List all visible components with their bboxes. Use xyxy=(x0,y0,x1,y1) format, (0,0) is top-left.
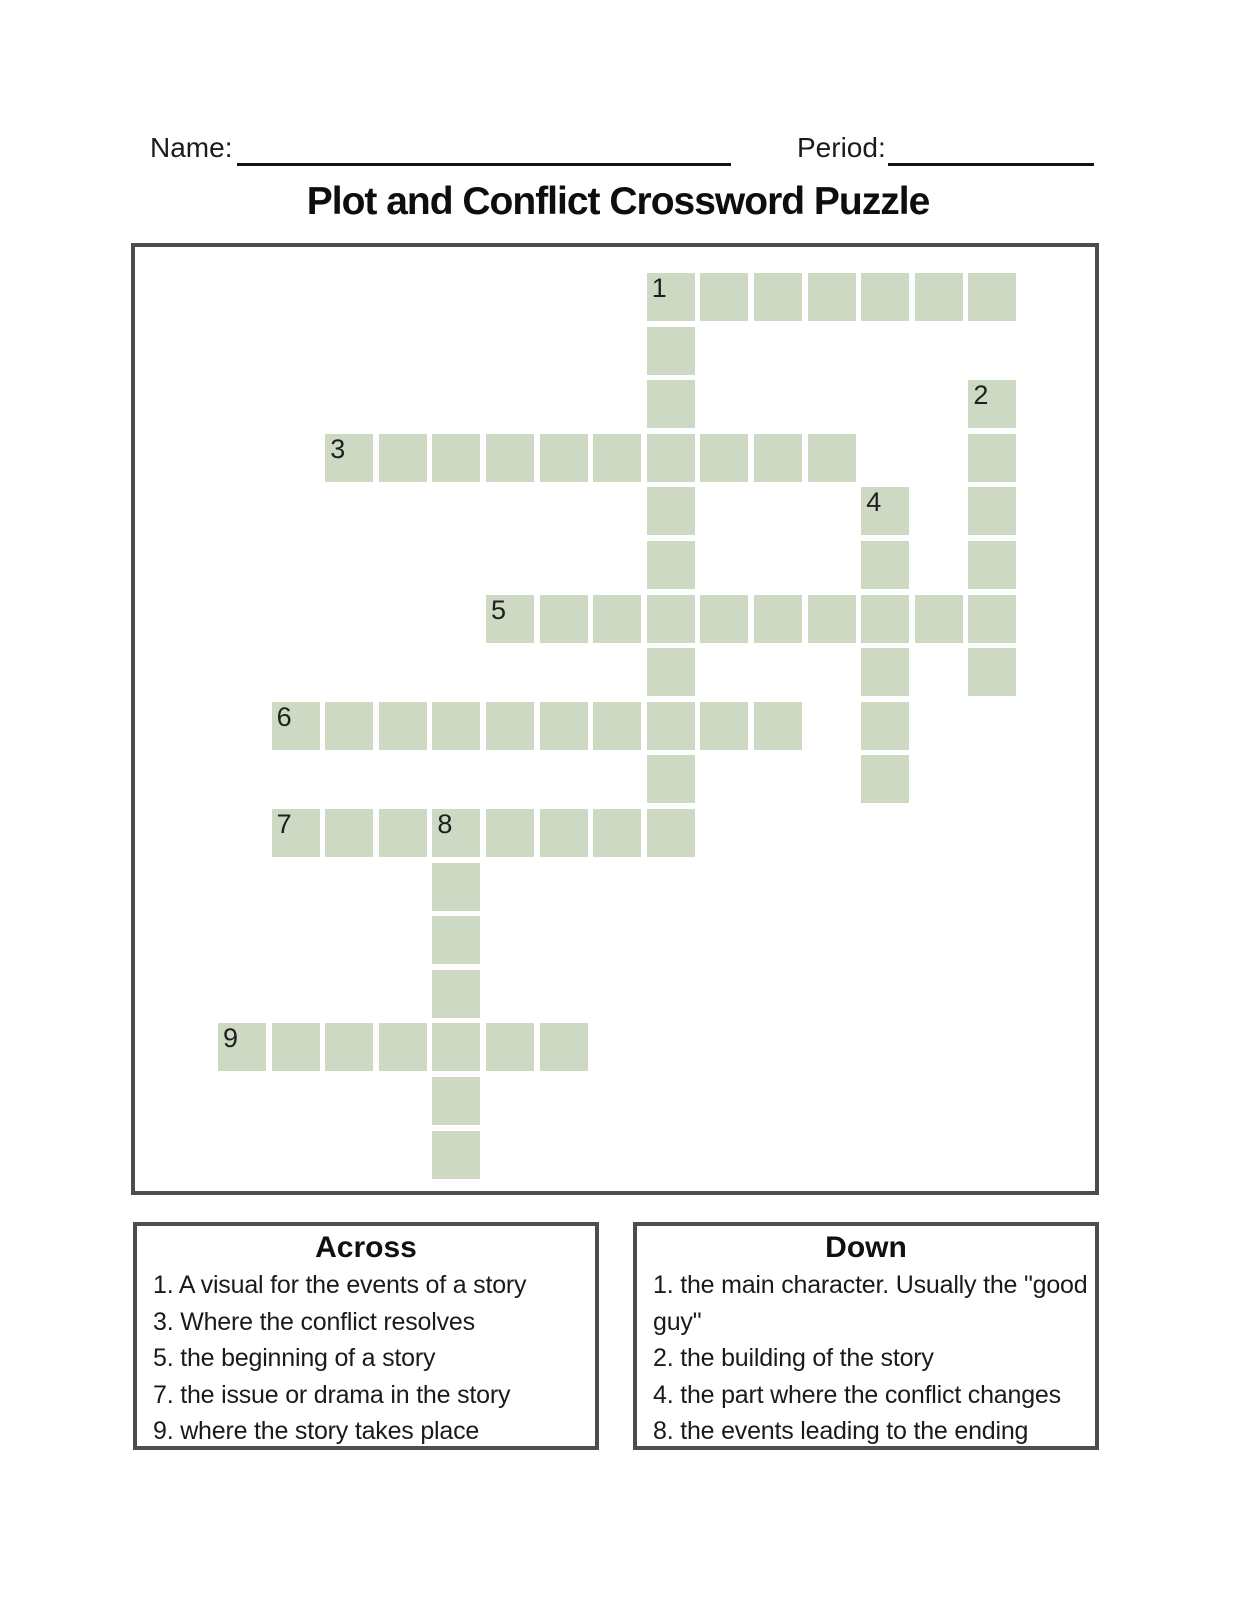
grid-cell[interactable] xyxy=(861,648,909,696)
period-underline[interactable] xyxy=(888,163,1094,166)
grid-cell[interactable] xyxy=(968,595,1016,643)
crossword-grid xyxy=(131,243,1099,1195)
grid-cell[interactable] xyxy=(754,273,802,321)
clue-item: 1. the main character. Usually the "good guy" xyxy=(653,1271,1088,1336)
name-label: Name: xyxy=(150,132,233,163)
grid-cell[interactable] xyxy=(700,702,748,750)
grid-cell[interactable] xyxy=(647,595,695,643)
grid-cell[interactable] xyxy=(432,1023,480,1071)
grid-cell[interactable] xyxy=(486,595,534,643)
grid-cell[interactable] xyxy=(486,1023,534,1071)
across-title: Across xyxy=(315,1231,417,1264)
grid-cell[interactable] xyxy=(593,434,641,482)
grid-cell[interactable] xyxy=(379,809,427,857)
grid-cell[interactable] xyxy=(432,702,480,750)
grid-cell[interactable] xyxy=(754,595,802,643)
grid-cell[interactable] xyxy=(968,434,1016,482)
grid-cell[interactable] xyxy=(593,809,641,857)
grid-cell[interactable] xyxy=(647,487,695,535)
across-clues-box xyxy=(133,1222,599,1450)
cell-number: 9 xyxy=(223,1023,239,1054)
grid-cell[interactable] xyxy=(700,595,748,643)
grid-cell[interactable] xyxy=(647,702,695,750)
grid-cell[interactable] xyxy=(325,1023,373,1071)
grid-cell[interactable] xyxy=(432,916,480,964)
grid-cell[interactable] xyxy=(861,595,909,643)
down-title: Down xyxy=(825,1231,907,1264)
grid-cell[interactable] xyxy=(432,970,480,1018)
grid-cell[interactable] xyxy=(272,1023,320,1071)
grid-cell[interactable] xyxy=(754,434,802,482)
period-label: Period: xyxy=(797,132,886,163)
cell-number: 7 xyxy=(276,809,292,839)
grid-cell[interactable] xyxy=(700,434,748,482)
clue-item: 1. A visual for the events of a story xyxy=(153,1271,527,1299)
grid-cell[interactable] xyxy=(593,595,641,643)
grid-cell[interactable] xyxy=(325,809,373,857)
grid-cell[interactable] xyxy=(647,648,695,696)
grid-cell[interactable] xyxy=(379,434,427,482)
grid-cell[interactable] xyxy=(968,487,1016,535)
clue-item: 9. where the story takes place xyxy=(153,1417,480,1445)
grid-cell[interactable] xyxy=(647,809,695,857)
name-underline[interactable] xyxy=(237,163,731,166)
grid-cell[interactable] xyxy=(272,702,320,750)
grid-cell[interactable] xyxy=(861,755,909,803)
clue-item: 8. the events leading to the ending xyxy=(653,1417,1029,1445)
grid-cell[interactable] xyxy=(486,809,534,857)
grid-cell[interactable] xyxy=(968,648,1016,696)
grid-cell[interactable] xyxy=(486,702,534,750)
grid-cell[interactable] xyxy=(540,1023,588,1071)
grid-cell[interactable] xyxy=(861,702,909,750)
grid-cell[interactable] xyxy=(808,434,856,482)
grid-cell[interactable] xyxy=(325,434,373,482)
grid-cell[interactable] xyxy=(915,595,963,643)
grid-cell[interactable] xyxy=(968,273,1016,321)
clue-item: 2. the building of the story xyxy=(653,1344,934,1372)
grid-cell[interactable] xyxy=(218,1023,266,1071)
grid-cell[interactable] xyxy=(647,327,695,375)
cell-number: 6 xyxy=(276,701,292,732)
grid-cell[interactable] xyxy=(272,809,320,857)
cell-number: 2 xyxy=(973,380,989,411)
grid-cell[interactable] xyxy=(379,1023,427,1071)
grid-cell[interactable] xyxy=(379,702,427,750)
down-clues-box xyxy=(633,1222,1099,1450)
grid-cell[interactable] xyxy=(861,541,909,589)
cell-number: 8 xyxy=(437,809,453,839)
grid-cell[interactable] xyxy=(540,809,588,857)
grid-cell[interactable] xyxy=(647,755,695,803)
grid-cell[interactable] xyxy=(808,273,856,321)
grid-cell[interactable] xyxy=(540,702,588,750)
cell-number: 4 xyxy=(866,487,882,518)
grid-cell[interactable] xyxy=(647,541,695,589)
grid-cell[interactable] xyxy=(861,273,909,321)
grid-cell[interactable] xyxy=(432,809,480,857)
grid-cell[interactable] xyxy=(861,487,909,535)
grid-cell[interactable] xyxy=(325,702,373,750)
grid-cell[interactable] xyxy=(968,541,1016,589)
grid-cell[interactable] xyxy=(700,273,748,321)
grid-cell[interactable] xyxy=(540,595,588,643)
grid-cell[interactable] xyxy=(968,380,1016,428)
clue-item: 7. the issue or drama in the story xyxy=(153,1380,511,1409)
clue-item: 4. the part where the conflict changes xyxy=(653,1380,1061,1409)
down-clue-list xyxy=(637,1267,1095,1450)
across-clue-list xyxy=(137,1267,595,1450)
grid-cell[interactable] xyxy=(915,273,963,321)
grid-cell[interactable] xyxy=(754,702,802,750)
grid-cell[interactable] xyxy=(432,863,480,911)
cell-number: 1 xyxy=(651,273,667,303)
grid-cell[interactable] xyxy=(593,702,641,750)
cell-number: 3 xyxy=(330,433,346,464)
clue-item: 5. the beginning of a story xyxy=(153,1344,436,1372)
grid-cell[interactable] xyxy=(540,434,588,482)
grid-cell[interactable] xyxy=(808,595,856,643)
grid-cell[interactable] xyxy=(647,380,695,428)
page-title: Plot and Conflict Crossword Puzzle xyxy=(306,180,930,223)
grid-cell[interactable] xyxy=(432,1131,480,1179)
grid-cell[interactable] xyxy=(647,273,695,321)
clue-item: 3. Where the conflict resolves xyxy=(153,1307,475,1336)
grid-cell[interactable] xyxy=(647,434,695,482)
grid-cell[interactable] xyxy=(432,434,480,482)
grid-cell[interactable] xyxy=(486,434,534,482)
grid-cell[interactable] xyxy=(432,1077,480,1125)
cell-number: 5 xyxy=(491,594,507,625)
